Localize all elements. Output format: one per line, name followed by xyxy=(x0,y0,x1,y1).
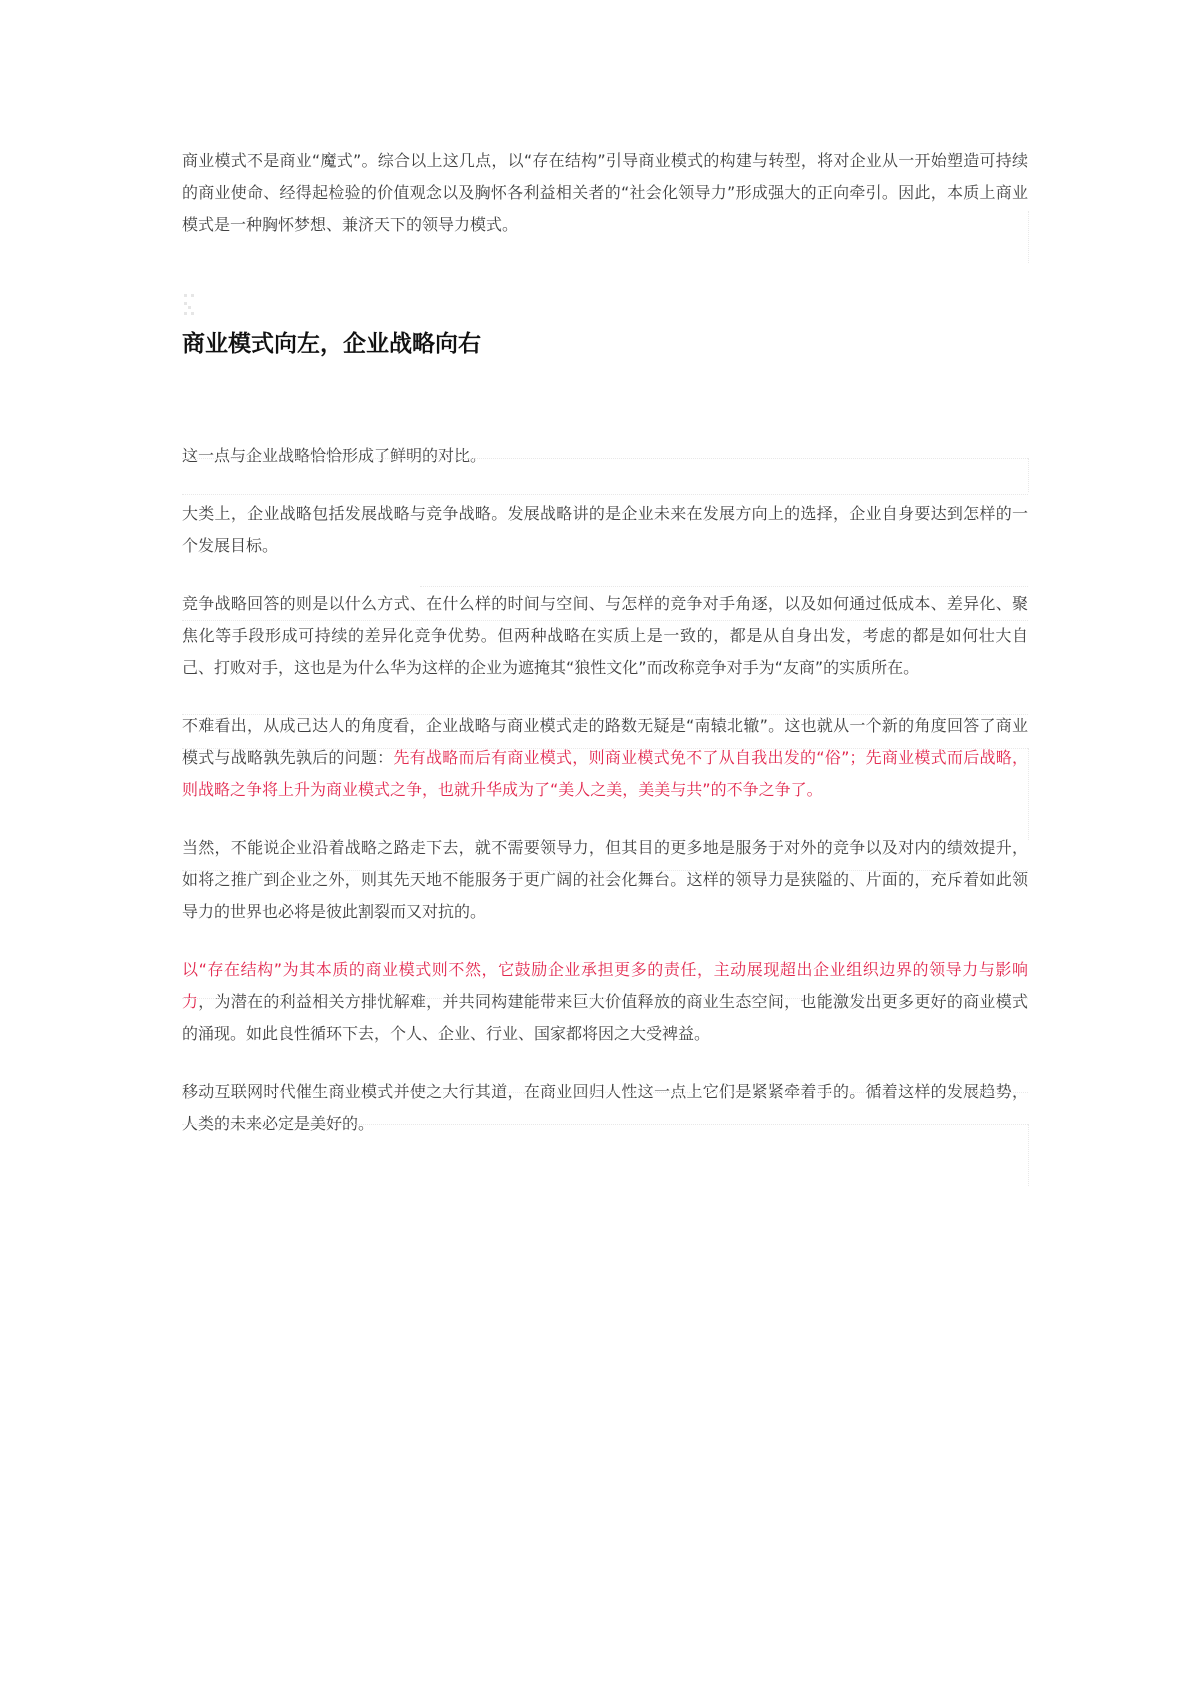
spacer xyxy=(182,928,1028,954)
spacer xyxy=(182,1050,1028,1076)
text-run: 商业模式不是商业“魔式”。综合以上这几点，以“存在结构”引导商业模式的构建与转型，将对企业从一开始塑造可持续的商业使命、经得起检验的价值观念以及胸怀各利益相关者的“社会化领导力”形成强大的正向牵引。因此，本质上商业模式是一种胸怀梦想、兼济天下的领导力模式。 xyxy=(182,151,1028,234)
paragraph-strategy-types xyxy=(182,498,1028,562)
text-run: ，为潜在的利益相关方排忧解难，并共同构建能带来巨大价值释放的商业生态空间，也能激发出更多更好的商业模式的涌现。如此良性循环下去，个人、企业、行业、国家都将因之大受裨益。 xyxy=(182,992,1028,1043)
paragraph-leadership xyxy=(182,832,1028,928)
dotted-guide xyxy=(1028,1124,1029,1186)
highlighted-text: 先有战略而后有商业模式，则商业模式免不了从自我出发的“俗”；先商业模式而后战略，则战略之争将上升为商业模式之争，也就升华成为了“美人之美，美美与共”的不争之争了。 xyxy=(182,748,1028,799)
text-run: 移动互联网时代催生商业模式并使之大行其道，在商业回归人性这一点上它们是紧紧牵着手的。循着这样的发展趋势，人类的未来必定是美好的。 xyxy=(182,1082,1028,1133)
spacer xyxy=(182,806,1028,832)
paragraph-comparison xyxy=(182,710,1028,806)
spacer xyxy=(182,684,1028,710)
spacer xyxy=(182,562,1028,588)
dotted-guide xyxy=(182,748,1028,749)
paragraph-intro xyxy=(182,145,1028,241)
dotted-guide xyxy=(1028,748,1029,840)
dotted-guide xyxy=(182,998,1028,999)
dotted-guide xyxy=(1028,211,1029,263)
dotted-guide xyxy=(182,714,1028,715)
dotted-guide xyxy=(1028,458,1029,492)
highlighted-text: 以“存在结构”为其本质的商业模式则不然，它鼓励企业承担更多的责任，主动展现超出企业组织边界的领导力与影响力 xyxy=(182,960,1028,1011)
dotted-guide xyxy=(182,1092,1028,1093)
dotted-guide xyxy=(182,458,1028,459)
spacer xyxy=(182,364,1028,440)
paragraph-conclusion xyxy=(182,1076,1028,1140)
text-run: 不难看出，从成己达人的角度看，企业战略与商业模式走的路数无疑是“南辕北辙”。这也就从一个新的角度回答了商业模式与战略孰先孰后的问题： xyxy=(182,716,1028,767)
article-body xyxy=(182,145,1028,1140)
spacer xyxy=(182,241,1028,324)
text-run: 大类上，企业战略包括发展战略与竞争战略。发展战略讲的是企业未来在发展方向上的选择，企业自身要达到怎样的一个发展目标。 xyxy=(182,504,1028,555)
paragraph-competitive-strategy xyxy=(182,588,1028,684)
text-run: 竞争战略回答的则是以什么方式、在什么样的时间与空间、与怎样的竞争对手角逐，以及如何通过低成本、差异化、聚焦化等手段形成可持续的差异化竞争优势。但两种战略在实质上是一致的，都是从自身出发，考虑的都是如何壮大自己、打败对手，这也是为什么华为这样的企业为遮掩其“狼性文化”而改称竞争对手为“友商”的实质所在。 xyxy=(182,594,1028,677)
dotted-guide xyxy=(182,870,1028,871)
text-run: 这一点与企业战略恰恰形成了鲜明的对比。 xyxy=(182,446,487,465)
paragraph-existence-structure xyxy=(182,954,1028,1050)
text-run: 当然，不能说企业沿着战略之路走下去，就不需要领导力，但其目的更多地是服务于对外的竞争以及对内的绩效提升，如将之推广到企业之外，则其先天地不能服务于更广阔的社会化舞台。这样的领导力是狭隘的、片面的，充斥着如此领导力的世界也必将是彼此割裂而又对抗的。 xyxy=(182,838,1028,921)
dotted-guide xyxy=(182,494,1028,495)
dotted-guide xyxy=(420,586,1028,587)
broken-image-icon xyxy=(182,292,198,318)
paragraph-contrast xyxy=(182,440,1028,472)
dotted-guide xyxy=(182,1124,1028,1125)
dotted-guide xyxy=(182,620,1028,621)
section-heading: 商业模式向左，企业战略向右 xyxy=(182,331,481,357)
